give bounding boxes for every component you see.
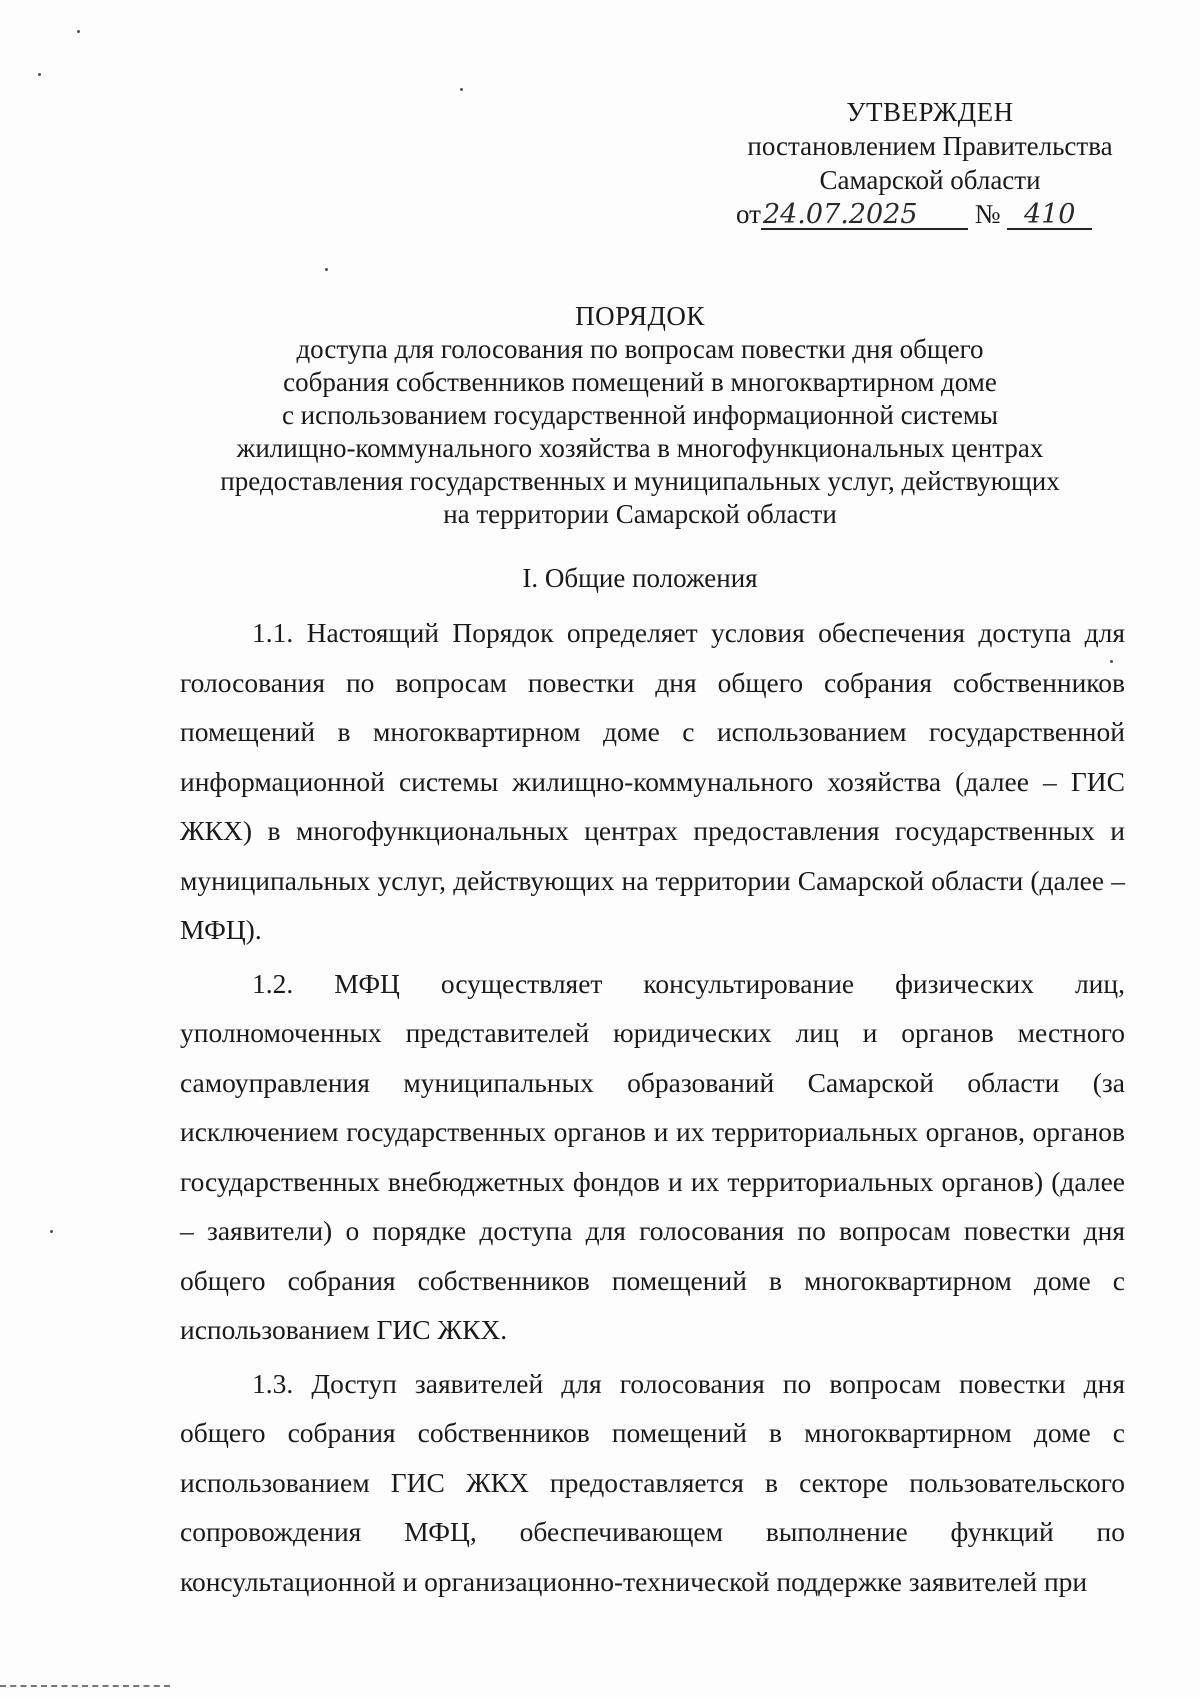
section-title: I. Общие положения xyxy=(522,563,758,593)
subtitle-line: предоставления государственных и муниципальных услуг, действующих xyxy=(220,466,1060,496)
date-field xyxy=(761,201,968,230)
paragraph-1-2: 1.2. МФЦ осуществляет консультирование физических лиц, уполномоченных представителей юридических лиц и органов местного самоуправления муниципальных образований Самарской области (за исключением государственных органов и их территориальных органов, органов государственных внебюджетных фондов и их территориальных органов) (далее – заявители) о порядке доступа для голосования по вопросам повестки дня общего собрания собственников помещений в многоквартирном доме с использованием ГИС ЖКХ. xyxy=(180,967,1125,1345)
scan-edge-marks xyxy=(0,1685,170,1697)
scan-speck xyxy=(38,73,41,76)
scan-speck xyxy=(77,30,80,33)
date-prefix: от xyxy=(736,199,761,229)
subtitle-line: собрания собственников помещений в многоквартирном доме xyxy=(283,367,997,397)
scan-speck xyxy=(50,1230,53,1233)
number-prefix: № xyxy=(974,199,1001,229)
approval-line-1: постановлением Правительства xyxy=(747,131,1113,161)
date-number-row xyxy=(730,197,1130,231)
document-title: ПОРЯДОК xyxy=(575,301,705,331)
paragraph-1-3: 1.3. Доступ заявителей для голосования по вопросам повестки дня общего собрания собственников помещений в многоквартирном доме с использованием ГИС ЖКХ предоставляется в секторе пользовательского сопровождения МФЦ, обеспечивающем выполнение функций по консультационной и организационно-технической поддержке заявителей при xyxy=(180,1367,1125,1597)
body-text xyxy=(180,608,1125,1606)
subtitle-line: жилищно-коммунального хозяйства в многофункциональных центрах xyxy=(236,433,1044,463)
approved-heading: УТВЕРЖДЕН xyxy=(846,97,1014,127)
subtitle-line: доступа для голосования по вопросам повестки дня общего xyxy=(296,334,984,364)
number-field xyxy=(1007,201,1092,230)
approval-block xyxy=(730,95,1130,231)
scan-speck xyxy=(460,88,463,91)
number-handwritten: 410 xyxy=(1023,199,1076,230)
subtitle-line: с использованием государственной информационной системы xyxy=(281,400,999,430)
document-heading xyxy=(160,300,1120,531)
approval-line-2: Самарской области xyxy=(819,165,1041,195)
scan-speck xyxy=(325,268,328,271)
subtitle-line: на территории Самарской области xyxy=(443,499,837,529)
paragraph-1-1: 1.1. Настоящий Порядок определяет условия обеспечения доступа для голосования по вопросам повестки дня общего собрания собственников помещений в многоквартирном доме с использованием государственной информационной системы жилищно-коммунального хозяйства (далее – ГИС ЖКХ) в многофункциональных центрах предоставления государственных и муниципальных услуг, действующих на территории Самарской области (далее – МФЦ). xyxy=(180,617,1125,945)
date-handwritten: 24.07.2025 xyxy=(762,199,918,230)
